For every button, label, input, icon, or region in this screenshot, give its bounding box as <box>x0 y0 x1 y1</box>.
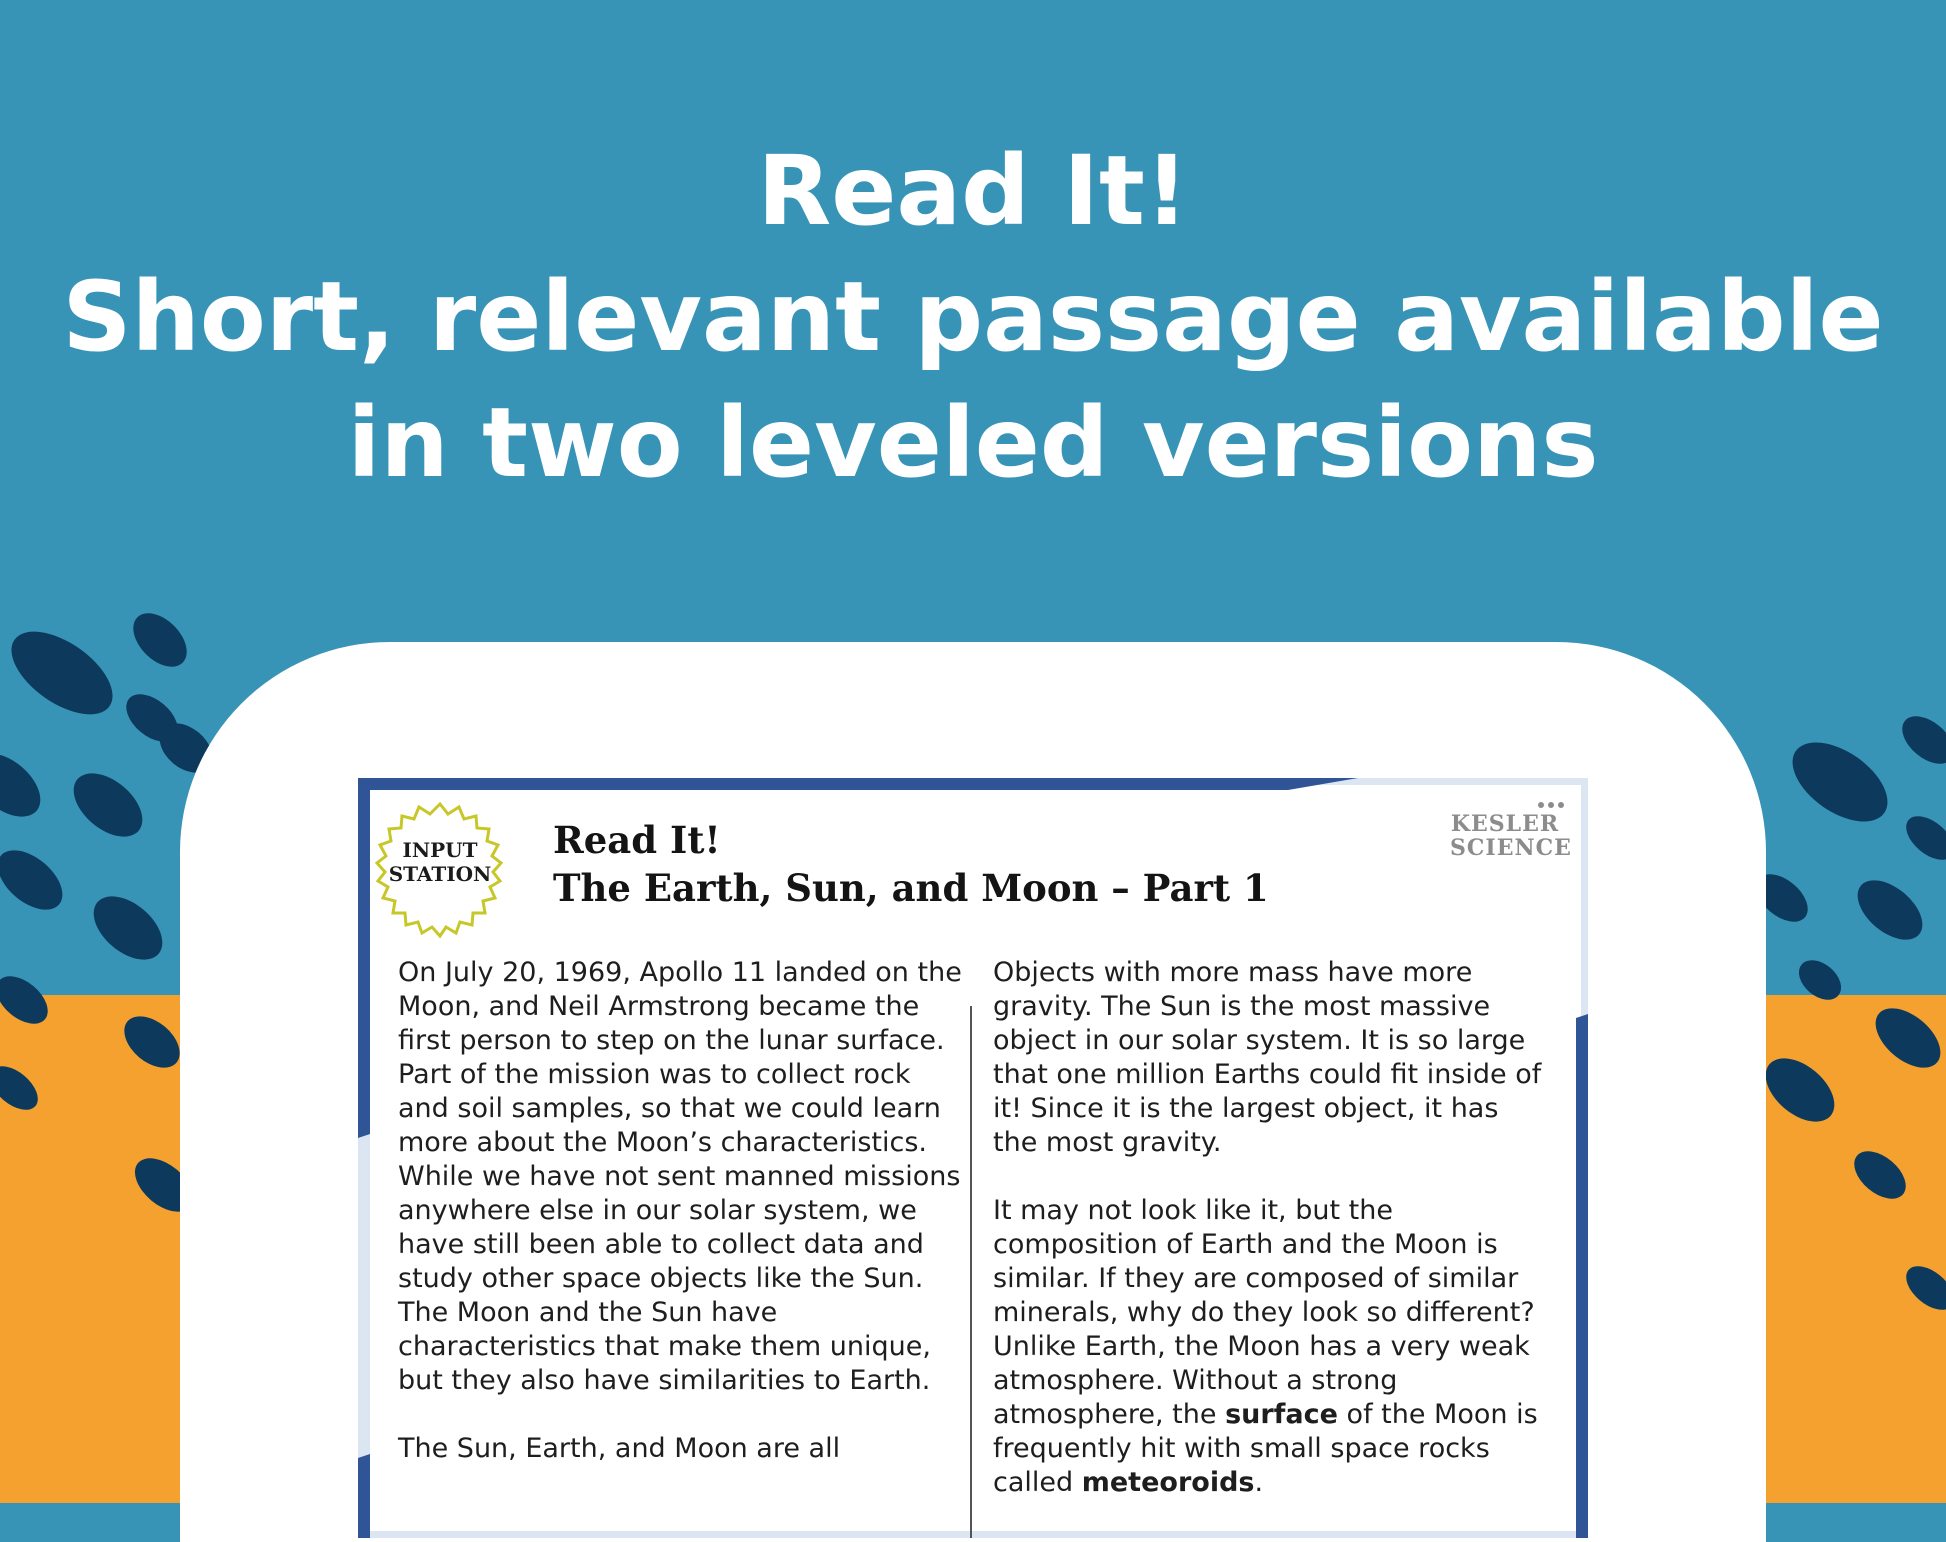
term-surface: surface <box>1225 1399 1338 1430</box>
logo-line1: KESLER <box>1450 811 1560 837</box>
kesler-science-logo <box>1450 811 1572 861</box>
right-paragraph-1: Objects with more mass have more gravity. The Sun is the most massive object in our solar system. It is so large that one million Earths could fit inside of it! Since it is the largest object, it has the most gravity. <box>993 957 1542 1158</box>
logo-mark-icon <box>1536 800 1566 810</box>
headline-subtitle-line1: Short, relevant passage available <box>62 261 1884 373</box>
right-paragraph-2-text-a: It may not look like it, but the composition of Earth and the Moon is similar. If they are composed of similar minerals, why do they look so different? Unlike Earth, the Moon has a very weak atmosphere. Without a strong atmosphere, the <box>993 1195 1535 1430</box>
right-paragraph-2-text-b: of the Moon is frequently hit with small space rocks called <box>993 1399 1538 1498</box>
right-paragraph-2-text-c: . <box>1254 1467 1264 1498</box>
left-paragraph-1: On July 20, 1969, Apollo 11 landed on the Moon, and Neil Armstrong became the first person to step on the lunar surface. Part of the mission was to collect rock and soil samples, so that we could learn more about the Moon’s characteristics. While we have not sent manned missions anywhere else in our solar system, we have still been able to collect data and study other space objects like the Sun. The Moon and the Sun have characteristics that make them unique, but they also have similarities to Earth. <box>398 957 962 1396</box>
right-column <box>993 956 1548 1534</box>
badge-label <box>370 838 510 886</box>
right-paragraph-2 <box>993 1194 1548 1500</box>
worksheet-title <box>553 816 1269 912</box>
headline-title: Read It! <box>757 135 1189 247</box>
left-column <box>398 956 963 1500</box>
worksheet-preview <box>358 778 1588 1538</box>
worksheet-title-line2: The Earth, Sun, and Moon – Part 1 <box>553 866 1269 910</box>
headline-subtitle-line2: in two leveled versions <box>347 387 1599 499</box>
logo-line2: SCIENCE <box>1450 835 1572 861</box>
badge-label-line2: STATION <box>388 862 492 886</box>
term-meteoroids: meteoroids <box>1081 1467 1255 1498</box>
column-divider <box>970 1006 972 1538</box>
headline <box>0 128 1946 506</box>
badge-label-line1: INPUT <box>402 838 478 862</box>
left-paragraph-2: The Sun, Earth, and Moon are all <box>398 1433 841 1464</box>
worksheet-title-line1: Read It! <box>553 818 721 862</box>
